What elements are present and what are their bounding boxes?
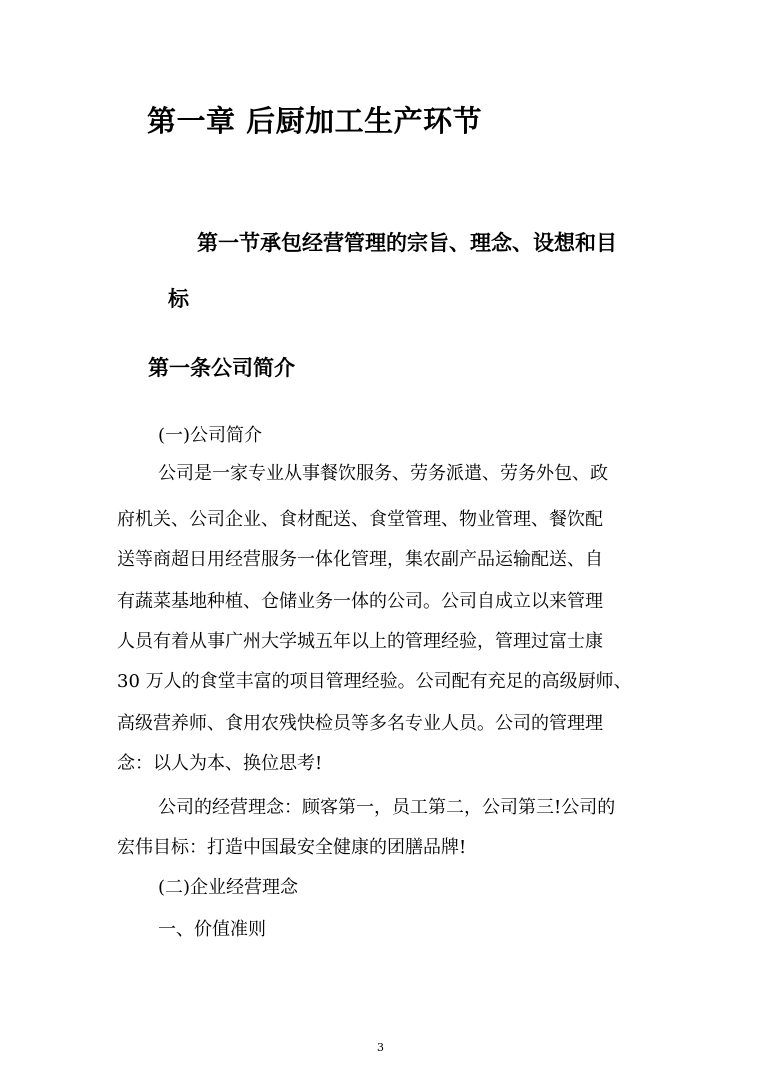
- philosophy-line: 宏伟目标：打造中国最安全健康的团膳品牌!: [117, 837, 467, 858]
- intro-line: 有蔬菜基地种植、仓储业务一体的公司。公司自成立以来管理: [117, 591, 603, 612]
- intro-line: 人员有着从事广州大学城五年以上的管理经验，管理过富士康: [117, 631, 603, 652]
- subsection-heading-company-intro: (一)公司简介: [158, 425, 263, 446]
- article-title: 第一条公司简介: [148, 355, 295, 380]
- intro-line: 公司是一家专业从事餐饮服务、劳务派遣、劳务外包、政: [158, 463, 608, 484]
- intro-line: 府机关、公司企业、食材配送、食堂管理、物业管理、餐饮配: [117, 509, 603, 530]
- value-criteria-heading: 一、价值准则: [158, 919, 266, 940]
- intro-line: 念：以人为本、换位思考!: [117, 753, 323, 774]
- intro-line: 送等商超日用经营服务一体化管理，集农副产品运输配送、自: [117, 549, 603, 570]
- philosophy-line: 公司的经营理念：顾客第一，员工第二，公司第三!公司的: [158, 797, 616, 818]
- chapter-title: 第一章 后厨加工生产环节: [147, 104, 483, 138]
- intro-line: 高级营养师、食用农残快检员等多名专业人员。公司的管理理: [117, 713, 603, 734]
- page-number: 3: [377, 1041, 384, 1054]
- subsection-heading-business-concept: (二)企业经营理念: [158, 877, 299, 898]
- section-title-line-1: 第一节承包经营管理的宗旨、理念、设想和目: [197, 230, 617, 255]
- section-title-line-2: 标: [168, 286, 189, 311]
- intro-line: 30 万人的食堂丰富的项目管理经验。公司配有充足的高级厨师、: [117, 671, 632, 692]
